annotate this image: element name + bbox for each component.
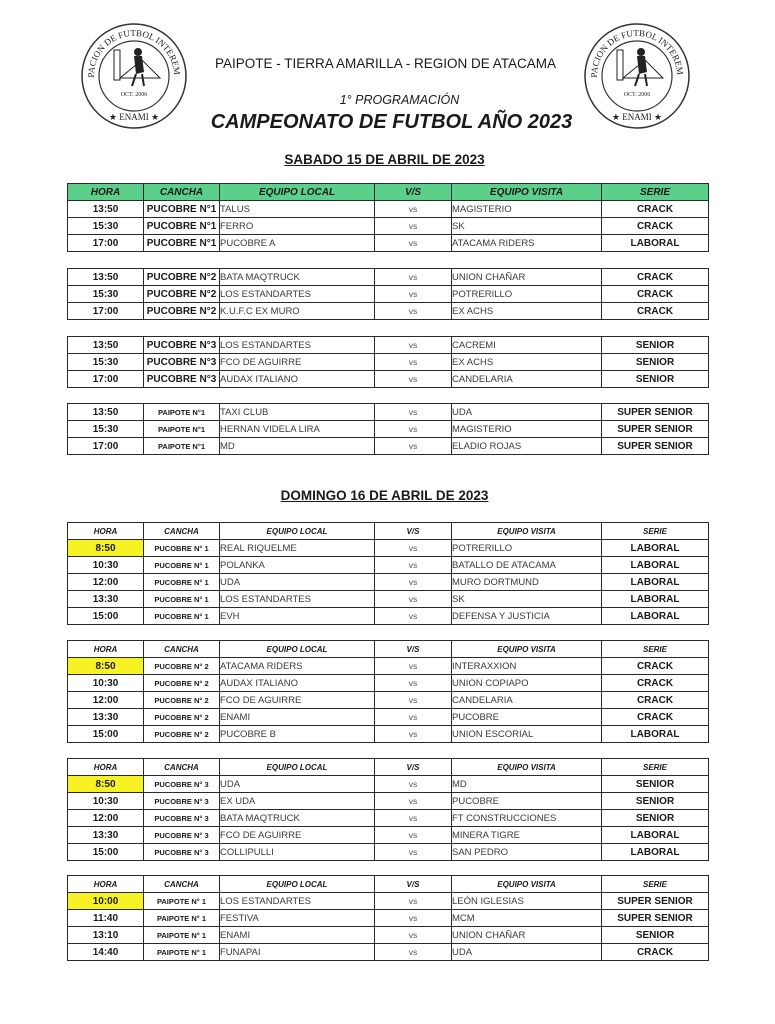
column-header-hora: HORA [68, 641, 144, 658]
match-row [68, 404, 709, 421]
svg-text:AGRUPACION DE FUTBOL INTEREMPR: PACION DE FUTBOL INTEREM [588, 27, 686, 78]
match-row [68, 810, 709, 827]
match-series: SENIOR [602, 354, 709, 371]
match-row [68, 893, 709, 910]
match-time: 13:50 [68, 337, 144, 354]
home-team: PUCOBRE A [220, 235, 375, 252]
match-field: PUCOBRE N° 3 [144, 827, 220, 844]
column-header-local: EQUIPO LOCAL [220, 523, 375, 540]
away-team: LEÓN IGLESIAS [452, 893, 602, 910]
match-time: 17:00 [68, 438, 144, 455]
home-team: K.U.F.C EX MURO [220, 303, 375, 320]
versus-label: vs [375, 793, 452, 810]
column-header-serie: SERIE [602, 759, 709, 776]
match-row [68, 726, 709, 743]
column-header-cancha: CANCHA [144, 523, 220, 540]
match-time: 14:40 [68, 944, 144, 961]
match-time: 17:00 [68, 303, 144, 320]
versus-label: vs [375, 944, 452, 961]
away-team: PUCOBRE [452, 709, 602, 726]
match-series: CRACK [602, 709, 709, 726]
match-time: 13:30 [68, 709, 144, 726]
column-header-local: EQUIPO LOCAL [220, 759, 375, 776]
versus-label: vs [375, 927, 452, 944]
versus-label: vs [375, 421, 452, 438]
match-series: LABORAL [602, 726, 709, 743]
versus-label: vs [375, 235, 452, 252]
versus-label: vs [375, 354, 452, 371]
versus-label: vs [375, 893, 452, 910]
match-field: PUCOBRE N° 2 [144, 675, 220, 692]
home-team: FCO DE AGUIRRE [220, 827, 375, 844]
home-team: TAXI CLUB [220, 404, 375, 421]
column-header-local: EQUIPO LOCAL [220, 876, 375, 893]
table-header-row [68, 641, 709, 658]
match-field: PUCOBRE N°3 [144, 371, 220, 388]
match-row [68, 675, 709, 692]
match-time: 13:30 [68, 827, 144, 844]
match-field: PAIPOTE N°1 [144, 404, 220, 421]
match-row [68, 421, 709, 438]
match-field: PUCOBRE N° 1 [144, 574, 220, 591]
match-field: PUCOBRE N° 2 [144, 692, 220, 709]
column-header-vs: V/S [375, 184, 452, 201]
match-series: CRACK [602, 201, 709, 218]
programacion-label: 1° PROGRAMACIÓN [339, 93, 460, 107]
versus-label: vs [375, 726, 452, 743]
versus-label: vs [375, 910, 452, 927]
away-team: POTRERILLO [452, 286, 602, 303]
match-series: LABORAL [602, 540, 709, 557]
table-header-row [68, 876, 709, 893]
column-header-visita: EQUIPO VISITA [452, 523, 602, 540]
match-time: 13:50 [68, 404, 144, 421]
match-row [68, 371, 709, 388]
match-time: 11:40 [68, 910, 144, 927]
away-team: BATALLO DE ATACAMA [452, 557, 602, 574]
match-time: 13:30 [68, 591, 144, 608]
home-team: EVH [220, 608, 375, 625]
match-series: SUPER SENIOR [602, 893, 709, 910]
match-series: LABORAL [602, 827, 709, 844]
match-field: PUCOBRE N° 3 [144, 776, 220, 793]
match-field: PUCOBRE N°1 [144, 218, 220, 235]
match-time: 8:50 [68, 540, 144, 557]
versus-label: vs [375, 709, 452, 726]
match-row [68, 608, 709, 625]
column-header-hora: HORA [68, 876, 144, 893]
home-team: REAL RIQUELME [220, 540, 375, 557]
match-series: LABORAL [602, 574, 709, 591]
home-team: FERRO [220, 218, 375, 235]
match-series: CRACK [602, 218, 709, 235]
match-row [68, 540, 709, 557]
column-header-visita: EQUIPO VISITA [452, 184, 602, 201]
match-field: PUCOBRE N° 1 [144, 540, 220, 557]
column-header-vs: V/S [375, 523, 452, 540]
versus-label: vs [375, 574, 452, 591]
match-row [68, 827, 709, 844]
match-series: CRACK [602, 944, 709, 961]
versus-label: vs [375, 827, 452, 844]
away-team: MURO DORTMUND [452, 574, 602, 591]
match-field: PUCOBRE N° 1 [144, 608, 220, 625]
svg-text:★ ENAMI ★: ★ ENAMI ★ [611, 112, 663, 122]
match-time: 15:00 [68, 726, 144, 743]
away-team: UDA [452, 404, 602, 421]
match-field: PUCOBRE N° 2 [144, 726, 220, 743]
match-row [68, 910, 709, 927]
match-row [68, 844, 709, 861]
match-series: SUPER SENIOR [602, 910, 709, 927]
column-header-local: EQUIPO LOCAL [220, 641, 375, 658]
match-time: 15:30 [68, 218, 144, 235]
match-time: 12:00 [68, 692, 144, 709]
match-time: 8:50 [68, 776, 144, 793]
match-series: SENIOR [602, 793, 709, 810]
match-time: 10:30 [68, 793, 144, 810]
home-team: PUCOBRE B [220, 726, 375, 743]
versus-label: vs [375, 438, 452, 455]
versus-label: vs [375, 218, 452, 235]
versus-label: vs [375, 337, 452, 354]
versus-label: vs [375, 269, 452, 286]
match-row [68, 201, 709, 218]
away-team: EX ACHS [452, 354, 602, 371]
home-team: EX UDA [220, 793, 375, 810]
table-header-row [68, 523, 709, 540]
match-series: CRACK [602, 675, 709, 692]
column-header-cancha: CANCHA [144, 759, 220, 776]
versus-label: vs [375, 201, 452, 218]
home-team: POLANKA [220, 557, 375, 574]
sunday-date-heading: DOMINGO 16 DE ABRIL DE 2023 [280, 488, 489, 503]
column-header-serie: SERIE [602, 184, 709, 201]
column-header-hora: HORA [68, 523, 144, 540]
home-team: TALUS [220, 201, 375, 218]
match-field: PAIPOTE N° 1 [144, 893, 220, 910]
match-row [68, 658, 709, 675]
away-team: CANDELARIA [452, 692, 602, 709]
versus-label: vs [375, 540, 452, 557]
home-team: ATACAMA RIDERS [220, 658, 375, 675]
home-team: FCO DE AGUIRRE [220, 692, 375, 709]
match-field: PAIPOTE N°1 [144, 438, 220, 455]
versus-label: vs [375, 303, 452, 320]
match-series: SENIOR [602, 810, 709, 827]
match-time: 15:30 [68, 421, 144, 438]
column-header-cancha: CANCHA [144, 184, 220, 201]
versus-label: vs [375, 404, 452, 421]
home-team: UDA [220, 574, 375, 591]
match-time: 17:00 [68, 371, 144, 388]
home-team: AUDAX ITALIANO [220, 675, 375, 692]
away-team: SAN PEDRO [452, 844, 602, 861]
sunday-group-4-table [67, 875, 709, 961]
match-row [68, 692, 709, 709]
match-row [68, 944, 709, 961]
match-series: CRACK [602, 658, 709, 675]
away-team: ATACAMA RIDERS [452, 235, 602, 252]
away-team: CANDELARIA [452, 371, 602, 388]
versus-label: vs [375, 591, 452, 608]
match-row [68, 557, 709, 574]
column-header-local: EQUIPO LOCAL [220, 184, 375, 201]
column-header-hora: HORA [68, 759, 144, 776]
saturday-group-4-table [67, 403, 709, 455]
match-time: 12:00 [68, 810, 144, 827]
match-row [68, 218, 709, 235]
home-team: AUDAX ITALIANO [220, 371, 375, 388]
match-row [68, 927, 709, 944]
away-team: MAGISTERIO [452, 201, 602, 218]
match-series: LABORAL [602, 608, 709, 625]
column-header-vs: V/S [375, 641, 452, 658]
match-series: LABORAL [602, 591, 709, 608]
home-team: FESTIVA [220, 910, 375, 927]
match-series: SENIOR [602, 927, 709, 944]
home-team: LOS ESTANDARTES [220, 591, 375, 608]
match-row [68, 709, 709, 726]
versus-label: vs [375, 692, 452, 709]
match-time: 13:10 [68, 927, 144, 944]
versus-label: vs [375, 286, 452, 303]
match-row [68, 235, 709, 252]
match-time: 13:50 [68, 201, 144, 218]
away-team: POTRERILLO [452, 540, 602, 557]
column-header-visita: EQUIPO VISITA [452, 641, 602, 658]
away-team: CACREMI [452, 337, 602, 354]
column-header-serie: SERIE [602, 523, 709, 540]
match-time: 15:00 [68, 608, 144, 625]
versus-label: vs [375, 844, 452, 861]
saturday-group-3-table [67, 336, 709, 388]
away-team: EX ACHS [452, 303, 602, 320]
match-field: PUCOBRE N°2 [144, 303, 220, 320]
away-team: SK [452, 591, 602, 608]
home-team: LOS ESTANDARTES [220, 893, 375, 910]
home-team: COLLIPULLI [220, 844, 375, 861]
versus-label: vs [375, 557, 452, 574]
match-time: 12:00 [68, 574, 144, 591]
match-row [68, 337, 709, 354]
svg-text:OCT. 2006: OCT. 2006 [120, 92, 148, 98]
match-series: CRACK [602, 286, 709, 303]
column-header-vs: V/S [375, 759, 452, 776]
away-team: INTERAXXION [452, 658, 602, 675]
match-field: PUCOBRE N° 1 [144, 591, 220, 608]
home-team: FUNAPAI [220, 944, 375, 961]
match-field: PUCOBRE N°2 [144, 269, 220, 286]
column-header-visita: EQUIPO VISITA [452, 876, 602, 893]
match-series: CRACK [602, 692, 709, 709]
versus-label: vs [375, 675, 452, 692]
svg-text:AGRUPACION DE FUTBOL INTEREMPR: PACION DE FUTBOL INTEREM [85, 27, 183, 78]
match-row [68, 574, 709, 591]
match-row [68, 303, 709, 320]
versus-label: vs [375, 776, 452, 793]
away-team: UDA [452, 944, 602, 961]
away-team: UNION CHAÑAR [452, 927, 602, 944]
home-team: HERNAN VIDELA LIRA [220, 421, 375, 438]
saturday-group-1-table [67, 183, 709, 252]
match-field: PUCOBRE N° 3 [144, 793, 220, 810]
match-time: 17:00 [68, 235, 144, 252]
match-field: PUCOBRE N° 1 [144, 557, 220, 574]
match-field: PUCOBRE N°3 [144, 354, 220, 371]
column-header-cancha: CANCHA [144, 641, 220, 658]
match-series: LABORAL [602, 557, 709, 574]
match-time: 13:50 [68, 269, 144, 286]
match-series: SENIOR [602, 371, 709, 388]
match-time: 15:30 [68, 286, 144, 303]
away-team: UNION ESCORIAL [452, 726, 602, 743]
sunday-group-2-table [67, 640, 709, 743]
match-field: PUCOBRE N°1 [144, 201, 220, 218]
match-row [68, 286, 709, 303]
column-header-hora: HORA [68, 184, 144, 201]
match-field: PUCOBRE N°3 [144, 337, 220, 354]
versus-label: vs [375, 658, 452, 675]
home-team: UDA [220, 776, 375, 793]
match-row [68, 438, 709, 455]
match-series: SENIOR [602, 776, 709, 793]
match-series: SUPER SENIOR [602, 438, 709, 455]
match-field: PAIPOTE N° 1 [144, 944, 220, 961]
saturday-date-heading: SABADO 15 DE ABRIL DE 2023 [284, 152, 485, 167]
match-row [68, 269, 709, 286]
match-series: SENIOR [602, 337, 709, 354]
match-row [68, 776, 709, 793]
match-field: PUCOBRE N° 3 [144, 844, 220, 861]
region-heading: PAIPOTE - TIERRA AMARILLA - REGION DE ATACAMA [214, 56, 557, 71]
away-team: ELADIO ROJAS [452, 438, 602, 455]
match-field: PAIPOTE N°1 [144, 421, 220, 438]
column-header-serie: SERIE [602, 876, 709, 893]
away-team: MD [452, 776, 602, 793]
away-team: MCM [452, 910, 602, 927]
home-team: BATA MAQTRUCK [220, 810, 375, 827]
match-time: 10:00 [68, 893, 144, 910]
match-row [68, 591, 709, 608]
match-field: PAIPOTE N° 1 [144, 910, 220, 927]
match-series: SUPER SENIOR [602, 404, 709, 421]
match-field: PUCOBRE N°1 [144, 235, 220, 252]
match-field: PUCOBRE N° 3 [144, 810, 220, 827]
away-team: SK [452, 218, 602, 235]
sunday-group-3-table [67, 758, 709, 861]
match-time: 15:00 [68, 844, 144, 861]
column-header-visita: EQUIPO VISITA [452, 759, 602, 776]
sunday-group-1-table [67, 522, 709, 625]
match-series: CRACK [602, 269, 709, 286]
match-field: PUCOBRE N° 2 [144, 709, 220, 726]
versus-label: vs [375, 810, 452, 827]
away-team: MINERA TIGRE [452, 827, 602, 844]
match-time: 15:30 [68, 354, 144, 371]
svg-text:★ ENAMI ★: ★ ENAMI ★ [108, 112, 160, 122]
match-row [68, 354, 709, 371]
column-header-cancha: CANCHA [144, 876, 220, 893]
home-team: ENAMI [220, 927, 375, 944]
table-header-row [68, 184, 709, 201]
match-series: LABORAL [602, 235, 709, 252]
away-team: DEFENSA Y JUSTICIA [452, 608, 602, 625]
away-team: FT CONSTRUCCIONES [452, 810, 602, 827]
match-row [68, 793, 709, 810]
away-team: MAGISTERIO [452, 421, 602, 438]
home-team: FCO DE AGUIRRE [220, 354, 375, 371]
match-series: SUPER SENIOR [602, 421, 709, 438]
match-time: 10:30 [68, 675, 144, 692]
match-time: 10:30 [68, 557, 144, 574]
page-title: CAMPEONATO DE FUTBOL AÑO 2023 [210, 111, 573, 133]
home-team: LOS ESTANDARTES [220, 337, 375, 354]
away-team: PUCOBRE [452, 793, 602, 810]
column-header-vs: V/S [375, 876, 452, 893]
match-series: LABORAL [602, 844, 709, 861]
match-series: CRACK [602, 303, 709, 320]
svg-text:OCT. 2006: OCT. 2006 [623, 92, 651, 98]
match-time: 8:50 [68, 658, 144, 675]
versus-label: vs [375, 371, 452, 388]
saturday-group-2-table [67, 268, 709, 320]
versus-label: vs [375, 608, 452, 625]
home-team: LOS ESTANDARTES [220, 286, 375, 303]
table-header-row [68, 759, 709, 776]
home-team: ENAMI [220, 709, 375, 726]
away-team: UNION CHAÑAR [452, 269, 602, 286]
match-field: PUCOBRE N° 2 [144, 658, 220, 675]
column-header-serie: SERIE [602, 641, 709, 658]
home-team: BATA MAQTRUCK [220, 269, 375, 286]
match-field: PUCOBRE N°2 [144, 286, 220, 303]
away-team: UNION COPIAPO [452, 675, 602, 692]
home-team: MD [220, 438, 375, 455]
match-field: PAIPOTE N° 1 [144, 927, 220, 944]
